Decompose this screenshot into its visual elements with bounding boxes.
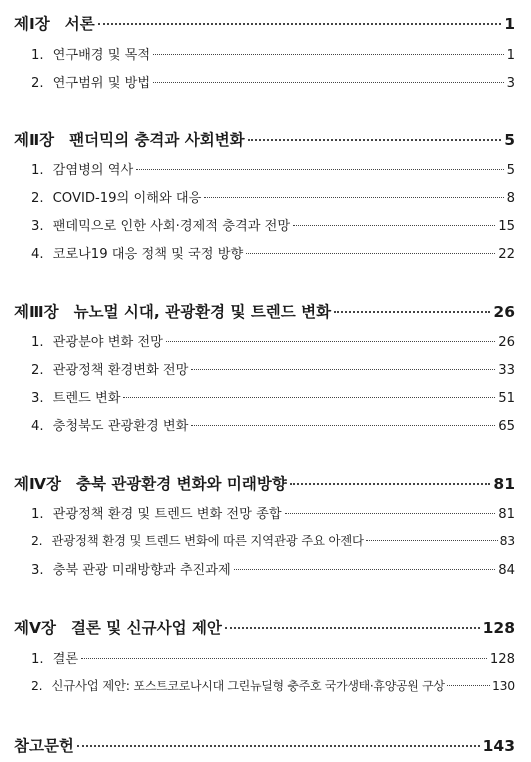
toc-item-2-1[interactable] <box>31 159 515 178</box>
item-number: 1. <box>31 335 44 350</box>
page-number: 5 <box>506 163 515 178</box>
chapter-number: 제Ⅱ장 <box>14 131 55 149</box>
item-number: 2. <box>31 76 44 91</box>
item-number: 2. <box>31 191 44 206</box>
page-number: 65 <box>498 419 515 434</box>
page-number: 84 <box>498 563 515 578</box>
toc-item-4-3[interactable] <box>31 559 515 578</box>
item-number: 2. <box>31 678 43 693</box>
item-title: 감염병의 역사 <box>52 163 134 178</box>
dot-leader <box>293 225 495 226</box>
page-number: 26 <box>498 335 515 350</box>
item-title: 충청북도 관광환경 변화 <box>52 419 189 434</box>
chapter-number: 제Ⅴ장 <box>14 619 56 637</box>
page-number: 1 <box>504 15 515 33</box>
toc-chapter-1[interactable] <box>14 12 515 34</box>
chapter-title: 결론 및 신규사업 제안 <box>70 619 222 637</box>
item-number: 3. <box>31 219 44 234</box>
toc-item-1-1[interactable] <box>31 44 515 63</box>
item-title: 팬데믹으로 인한 사회·경제적 충격과 전망 <box>52 219 291 234</box>
toc-chapter-2[interactable] <box>14 128 515 150</box>
item-number: 2. <box>31 533 43 548</box>
page-number: 26 <box>493 303 515 321</box>
page-number: 22 <box>498 247 515 262</box>
item-number: 3. <box>31 563 44 578</box>
dot-leader <box>123 397 495 398</box>
page-number: 128 <box>482 619 515 637</box>
item-title-suffix: 포스트코로나시대 그린뉴딜형 충주호 국가생태·휴양공원 구상 <box>133 679 445 693</box>
dot-leader <box>447 685 490 686</box>
dot-leader <box>153 82 503 83</box>
toc-item-4-1[interactable] <box>31 503 515 522</box>
item-title: 코로나19 대응 정책 및 국정 방향 <box>52 247 244 262</box>
item-title: 연구범위 및 방법 <box>52 76 151 91</box>
toc-item-3-4[interactable] <box>31 415 515 434</box>
page-number: 1 <box>506 48 515 63</box>
toc-chapter-5[interactable] <box>14 616 515 638</box>
dot-leader <box>81 658 487 659</box>
toc-item-1-2[interactable] <box>31 72 515 91</box>
page-number: 81 <box>498 507 515 522</box>
dot-leader <box>204 197 503 198</box>
dot-leader <box>77 745 480 747</box>
item-title: 관광정책 환경 및 트렌드 변화 전망 종합 <box>52 507 282 522</box>
toc-item-5-1[interactable] <box>31 648 515 667</box>
dot-leader <box>98 23 502 25</box>
toc-references[interactable] <box>14 734 515 756</box>
dot-leader <box>366 540 498 541</box>
toc-chapter-4[interactable] <box>14 472 515 494</box>
toc-item-3-2[interactable] <box>31 359 515 378</box>
page-number: 5 <box>504 131 515 149</box>
page-number: 143 <box>482 737 515 755</box>
item-number: 4. <box>31 247 44 262</box>
page-number: 15 <box>498 219 515 234</box>
toc-item-3-3[interactable] <box>31 387 515 406</box>
chapter-number: 제Ⅲ장 <box>14 303 59 321</box>
item-title: 결론 <box>52 652 79 667</box>
item-title: 관광정책 환경변화 전망 <box>52 363 189 378</box>
page-number: 83 <box>499 533 515 548</box>
dot-leader <box>225 627 480 629</box>
dot-leader <box>166 341 495 342</box>
dot-leader <box>234 569 495 570</box>
page-number: 51 <box>498 391 515 406</box>
item-number: 2. <box>31 363 44 378</box>
toc-item-2-2[interactable] <box>31 187 515 206</box>
dot-leader <box>290 483 491 485</box>
item-title <box>51 676 444 694</box>
chapter-title: 충북 관광환경 변화와 미래방향 <box>75 475 287 493</box>
item-number: 4. <box>31 419 44 434</box>
chapter-number: 제Ⅳ장 <box>14 475 61 493</box>
item-title: 관광분야 변화 전망 <box>52 335 163 350</box>
page-number: 128 <box>489 652 515 667</box>
dot-leader <box>334 311 490 313</box>
dot-leader <box>153 54 503 55</box>
references-title: 참고문헌 <box>14 737 74 755</box>
dot-leader <box>285 513 496 514</box>
dot-leader <box>136 169 503 170</box>
page-number: 3 <box>506 76 515 91</box>
item-title: COVID-19의 이해와 대응 <box>52 191 202 206</box>
chapter-number: 제Ⅰ장 <box>14 15 50 33</box>
toc-item-5-2[interactable] <box>31 676 515 694</box>
toc-chapter-3[interactable] <box>14 300 515 322</box>
page-number: 8 <box>506 191 515 206</box>
toc-item-2-4[interactable] <box>31 243 515 262</box>
toc-item-3-1[interactable] <box>31 331 515 350</box>
toc-item-2-3[interactable] <box>31 215 515 234</box>
dot-leader <box>191 369 495 370</box>
item-number: 1. <box>31 163 44 178</box>
item-number: 1. <box>31 507 44 522</box>
item-number: 3. <box>31 391 44 406</box>
chapter-title: 팬더믹의 충격과 사회변화 <box>69 131 245 149</box>
item-title: 관광정책 환경 및 트렌드 변화에 따른 지역관광 주요 아젠다 <box>51 533 364 548</box>
item-title-main: 신규사업 제안: <box>51 678 130 693</box>
toc-item-4-2[interactable] <box>31 531 515 549</box>
page-number: 130 <box>491 678 515 693</box>
item-number: 1. <box>31 48 44 63</box>
page-number: 81 <box>493 475 515 493</box>
chapter-title: 서론 <box>64 15 95 33</box>
chapter-title: 뉴노멀 시대, 관광환경 및 트렌드 변화 <box>73 303 332 321</box>
item-title: 트렌드 변화 <box>52 391 121 406</box>
item-title: 충북 관광 미래방향과 추진과제 <box>52 563 231 578</box>
item-number: 1. <box>31 652 44 667</box>
dot-leader <box>191 425 495 426</box>
item-title: 연구배경 및 목적 <box>52 48 151 63</box>
dot-leader <box>246 253 495 254</box>
page-number: 33 <box>498 363 515 378</box>
dot-leader <box>248 139 502 141</box>
